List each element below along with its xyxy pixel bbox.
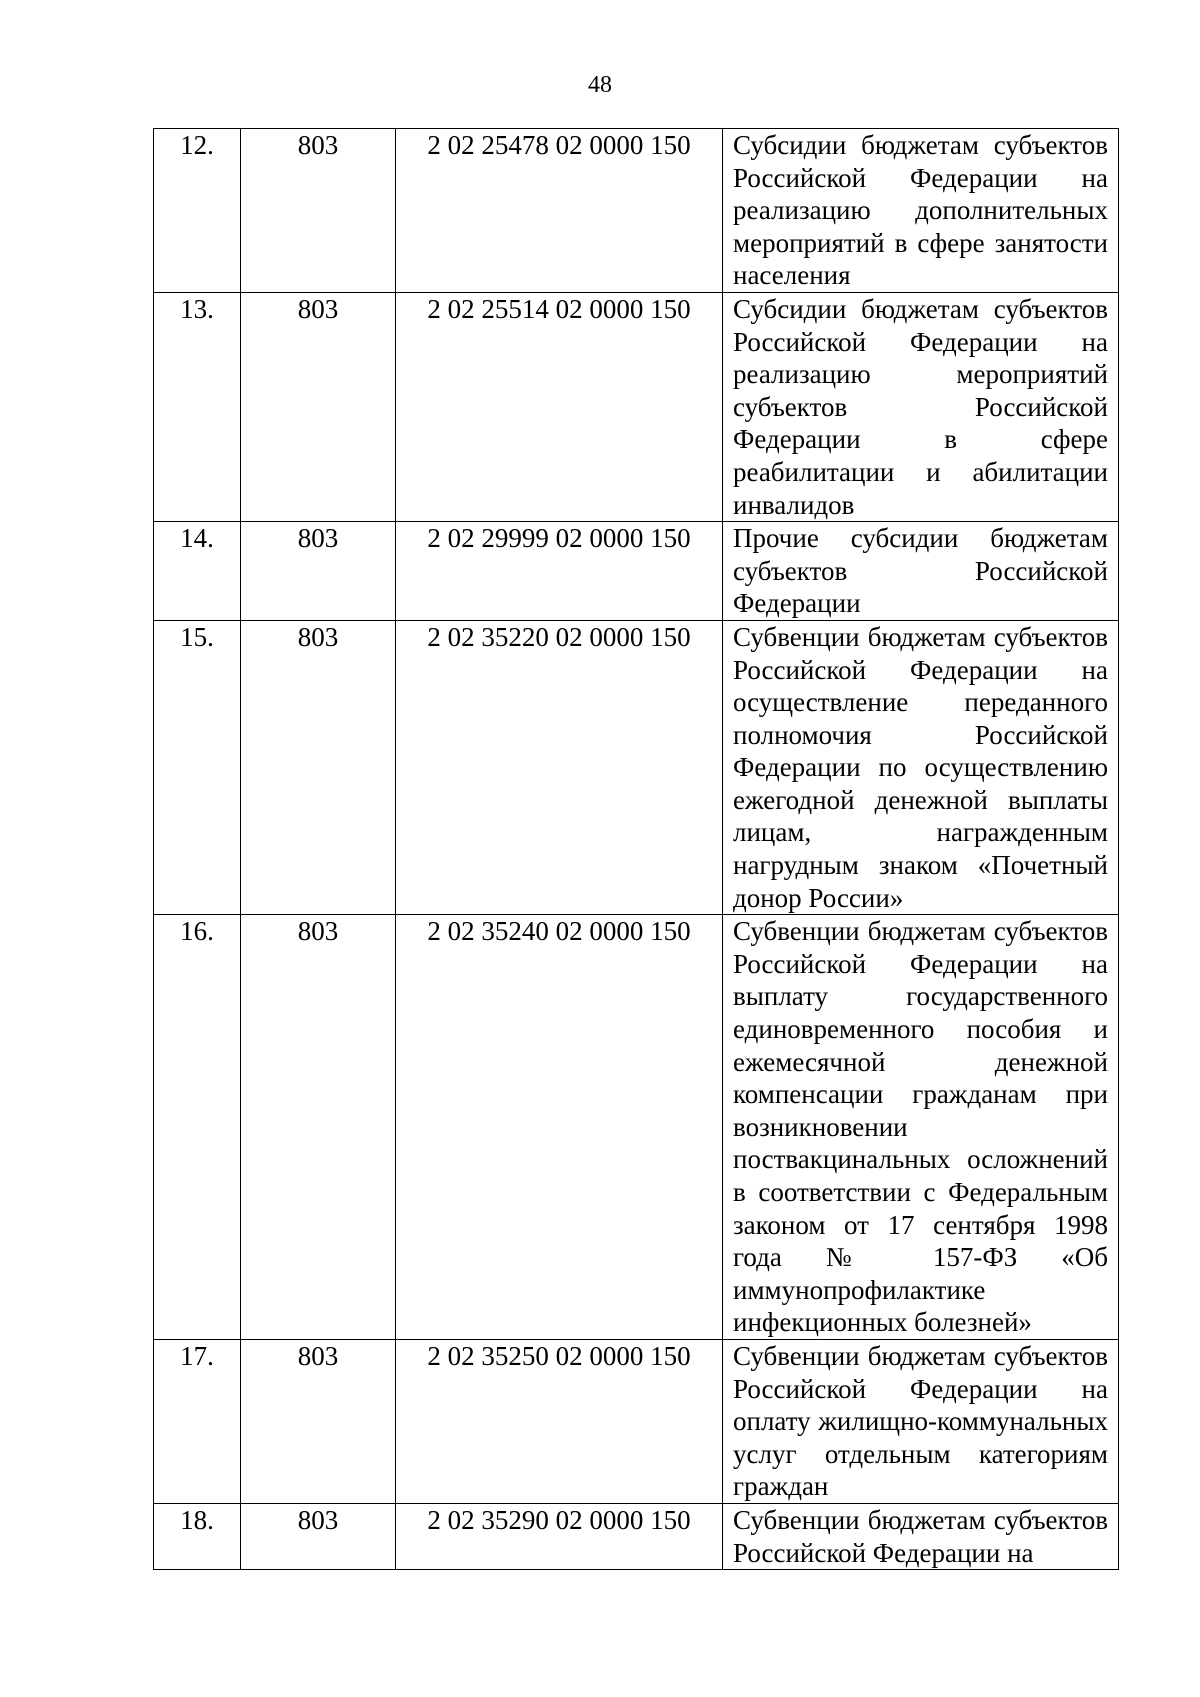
revenue-name-text: Субвенции бюджетам субъектов Российской Федерации на выплату государственного единовременного пособия и ежемесячной денежной компенсации гражданам при возникновении поствакцинальных осложнений в соответствии с Федеральным законом от 17 сентября 1998 года № 157-ФЗ «Об иммунопрофилактике инфекционных болезней» <box>733 916 1108 1338</box>
row-number-cell: 15. <box>154 620 241 914</box>
revenue-name-text: Субсидии бюджетам субъектов Российской Федерации на реализацию дополнительных мероприятий в сфере занятости населения <box>733 130 1108 291</box>
administrator-code-cell: 803 <box>241 915 396 1340</box>
table-row <box>154 522 1119 621</box>
revenue-name-cell <box>723 1339 1119 1503</box>
budget-classification-code-cell: 2 02 29999 02 0000 150 <box>396 522 723 621</box>
administrator-code-cell: 803 <box>241 129 396 293</box>
revenue-name-text: Субвенции бюджетам субъектов Российской Федерации на <box>733 1504 1108 1568</box>
row-number-cell: 13. <box>154 292 241 521</box>
row-number-cell: 18. <box>154 1503 241 1569</box>
table-row <box>154 1503 1119 1569</box>
budget-classification-code-cell: 2 02 35250 02 0000 150 <box>396 1339 723 1503</box>
revenue-name-cell <box>723 522 1119 621</box>
row-number-cell: 16. <box>154 915 241 1340</box>
table-row <box>154 129 1119 293</box>
administrator-code-cell: 803 <box>241 1503 396 1569</box>
revenue-name-cell <box>723 620 1119 914</box>
revenue-name-cell <box>723 1503 1119 1569</box>
page-number: 48 <box>588 72 612 98</box>
budget-classification-code-cell: 2 02 35240 02 0000 150 <box>396 915 723 1340</box>
revenue-name-text: Прочие субсидии бюджетам субъектов Российской Федерации <box>733 523 1108 619</box>
table-row <box>154 620 1119 914</box>
table-row <box>154 1339 1119 1503</box>
budget-classification-code-cell: 2 02 25514 02 0000 150 <box>396 292 723 521</box>
revenue-name-cell <box>723 915 1119 1340</box>
budget-classification-code-cell: 2 02 35220 02 0000 150 <box>396 620 723 914</box>
row-number-cell: 12. <box>154 129 241 293</box>
revenue-name-text: Субвенции бюджетам субъектов Российской Федерации на осуществление переданного полномочия Российской Федерации по осуществлению ежегодной денежной выплаты лицам, награжденным нагрудным знаком «Почетный донор России» <box>733 621 1108 913</box>
table-row <box>154 292 1119 521</box>
revenue-name-cell <box>723 129 1119 293</box>
administrator-code-cell: 803 <box>241 620 396 914</box>
table-row <box>154 915 1119 1340</box>
administrator-code-cell: 803 <box>241 292 396 521</box>
revenue-name-text: Субсидии бюджетам субъектов Российской Федерации на реализацию мероприятий субъектов Российской Федерации в сфере реабилитации и абилитации инвалидов <box>733 293 1108 520</box>
row-number-cell: 14. <box>154 522 241 621</box>
row-number-cell: 17. <box>154 1339 241 1503</box>
administrator-code-cell: 803 <box>241 1339 396 1503</box>
revenue-name-cell <box>723 292 1119 521</box>
budget-classification-code-cell: 2 02 25478 02 0000 150 <box>396 129 723 293</box>
budget-classification-code-cell: 2 02 35290 02 0000 150 <box>396 1503 723 1569</box>
revenue-name-text: Субвенции бюджетам субъектов Российской Федерации на оплату жилищно-коммунальных услуг отдельным категориям граждан <box>733 1340 1108 1502</box>
revenue-table <box>153 128 1119 1570</box>
administrator-code-cell: 803 <box>241 522 396 621</box>
